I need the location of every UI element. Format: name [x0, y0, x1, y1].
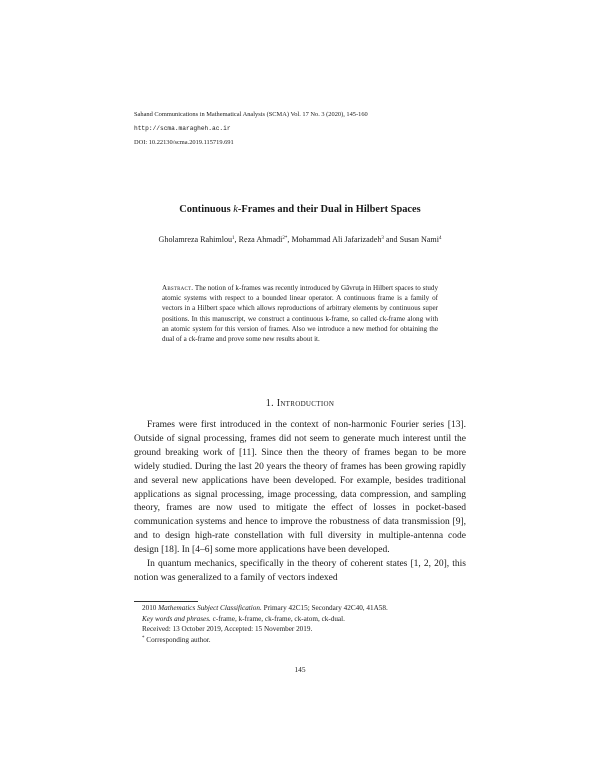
title-after: -Frames and their Dual in Hilbert Spaces	[237, 204, 421, 215]
author-name: Gholamreza Rahimlou	[158, 235, 233, 244]
corresponding-text: Corresponding author.	[146, 635, 211, 644]
dates-footnote: Received: 13 October 2019, Accepted: 15 November 2019.	[142, 625, 313, 633]
abstract-text: The notion of k-frames was recently introduced by Găvruţa in Hilbert spaces to study atomic systems with respect to a bounded linear operator. A continuous frame is a family of vectors in a Hilbert space which allows reproductions of arbitrary elements by continuous super positions. In this manuscript, we construct a continuous k-frame, so called ck-frame along with an atomic system for this version of frames. Also we introduce a new method for obtaining the dual of a ck-frame and prove some new results about it.	[162, 284, 438, 344]
author-separator: ,	[234, 235, 239, 244]
journal-url[interactable]: http://scma.maragheh.ac.ir	[134, 125, 231, 132]
doi-line[interactable]: DOI: 10.22130/scma.2019.115719.691	[134, 139, 234, 146]
author-affiliation-mark: 3	[381, 236, 384, 241]
msc-year: 2010	[142, 604, 159, 612]
paper-title	[100, 204, 500, 215]
paragraph: In quantum mechanics, specifically in the theory of coherent states [1, 2, 20], this notion was generalized to a family of vectors indexed	[134, 559, 466, 583]
title-before: Continuous	[179, 204, 234, 215]
msc-codes: Primary 42C15; Secondary 42C40, 41A58.	[261, 604, 388, 612]
author-affiliation-mark: 2*	[282, 236, 288, 241]
msc-footnote	[134, 603, 466, 614]
msc-label: Mathematics Subject Classification.	[158, 604, 262, 612]
author-separator: ,	[287, 235, 292, 244]
author-affiliation-mark: 1	[232, 236, 235, 241]
author-name: Reza Ahmadi	[238, 235, 283, 244]
author-affiliation-mark: 4	[438, 236, 442, 241]
author-list	[150, 234, 450, 246]
keywords-footnote	[134, 614, 466, 625]
title-k: k	[233, 204, 238, 215]
keywords-text: c-frame, k-frame, ck-frame, ck-atom, ck-dual.	[210, 614, 345, 623]
abstract-label: Abstract.	[162, 284, 194, 292]
keywords-label: Key words and phrases.	[142, 614, 211, 623]
abstract	[162, 283, 438, 344]
paragraph: Frames were first introduced in the context of non-harmonic Fourier series [13]. Outside of signal processing, frames did not seem to generate much interest until the ground breaking work of [11]. Since then the theory of frames began to be more widely studied. During the last 20 years the theory of frames has been growing rapidly and several new applications have been developed. For example, besides traditional applications as signal processing, image processing, data compression, and sampling theory, frames are now used to mitigate the effect of losses in pocket-based communication systems and hence to improve the robustness of data transmission [9], and to design high-rate constellation with full diversity in multiple-antenna code design [18]. In [4–6] some more applications have been developed.	[134, 420, 466, 556]
body-text	[134, 419, 466, 586]
author-name: Mohammad Ali Jafarizadeh	[291, 235, 382, 244]
page-number: 145	[294, 665, 306, 674]
corresponding-mark: *	[142, 635, 145, 641]
author-separator: and	[383, 235, 400, 244]
corresponding-footnote	[134, 635, 466, 646]
section-heading: 1. Introduction	[265, 398, 335, 409]
footnotes	[134, 603, 466, 645]
author-name: Susan Nami	[399, 235, 439, 244]
footnote-rule	[134, 601, 198, 602]
journal-citation: Sahand Communications in Mathematical Analysis (SCMA) Vol. 17 No. 3 (2020), 145-160	[134, 111, 368, 118]
